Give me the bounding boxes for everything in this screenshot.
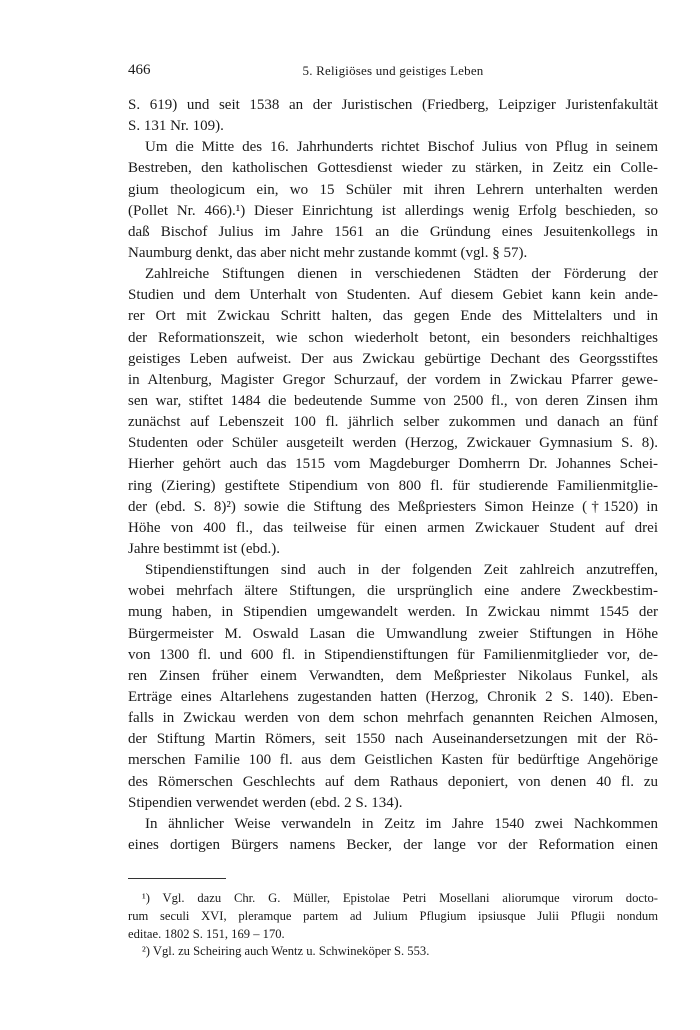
text-line: In ähnlicher Weise verwandeln in Zeitz im Jahre 1540 zwei Nachkommen [145,815,658,832]
text-line: zunächst auf Lebenszeit 100 fl. jährlich selber zukommen und danach an fünf [128,414,658,431]
footnote-line: rum seculi XVI, pleramque partem ad Julium Pflugium ipsiusque Julii Pflugii nondum [128,908,658,923]
footnote-line: editae. 1802 S. 151, 169 – 170. [128,926,285,941]
text-line: wobei mehrfach ältere Stiftungen, die ursprünglich eine andere Zweckbestim- [128,583,658,600]
footnotes [128,890,658,961]
text-line: Zahlreiche Stiftungen dienen in verschiedenen Städten der Förderung der [145,266,658,283]
footnote-line: ²) Vgl. zu Scheiring auch Wentz u. Schwineköper S. 553. [142,944,430,959]
text-line: Studenten oder Schüler ausgeteilt werden (Herzog, Zwickauer Gymnasium S. 8). [128,435,658,452]
text-line: der (ebd. S. 8)²) sowie die Stiftung des Meßpriesters Simon Heinze (†1520) in [128,498,658,515]
text-line: S. 619) und seit 1538 an der Juristischen (Friedberg, Leipziger Juristenfakultät [128,97,658,113]
page-number: 466 [128,62,151,78]
text-line: Bestreben, den katholischen Gottesdienst wieder zu stärken, in Zeitz ein Colle- [128,160,658,177]
page-header [128,62,658,84]
text-line: von 1300 fl. und 600 fl. in Stipendienstiftungen für Familienmitglieder vor, de- [128,646,658,663]
text-line: mung haben, in Stipendien umgewandelt werden. In Zwickau nimmt 1545 der [128,604,658,621]
footnote-line: ¹) Vgl. dazu Chr. G. Müller, Epistolae Petri Mosellani aliorumque virorum docto- [142,891,658,905]
text-line: Erträge eines Altarlehens zugestanden hatten (Herzog, Chronik 2 S. 140). Eben- [128,688,658,705]
text-line: Höhe von 400 fl., das teilweise für einen armen Zwickauer Student auf drei [128,519,658,536]
footnote-separator [128,878,226,879]
text-line: der Reformationszeit, wie schon wiederholt betont, ein besonders reichhaltiges [128,329,658,346]
text-line: Jahre bestimmt ist (ebd.). [128,540,281,557]
text-line: (Pollet Nr. 466).¹) Dieser Einrichtung ist allerdings wenig Erfolg beschieden, so [128,202,658,219]
text-line: Hierher gehört auch das 1515 vom Magdeburger Domherrn Dr. Johannes Schei- [128,456,658,473]
running-title: 5. Religiöses und geistiges Leben [302,63,484,78]
text-line: merschen Familie 100 fl. aus dem Geistlichen Kasten für bedürftige Angehörige [128,752,658,769]
text-line: ring (Ziering) gestiftete Stipendium von 800 fl. für studierende Familienmitglie- [128,477,658,494]
text-line: Stipendien verwendet werden (ebd. 2 S. 134). [128,794,403,811]
text-line: Studien und dem Unterhalt von Studenten. Auf diesem Gebiet kann kein ande- [128,287,658,304]
text-line: sen war, stiftet 1484 die bedeutende Summe von 2500 fl., von deren Zinsen ihm [128,392,658,409]
text-line: Stipendienstiftungen sind auch in der folgenden Zeit zahlreich anzutreffen, [145,562,658,579]
text-line: des Römerschen Geschlechts auf dem Rathaus deponiert, von denen 40 fl. zu [128,773,658,790]
text-line: ren Zinsen früher einem Verwandten, dem Meßpriester Nikolaus Funkel, als [128,667,658,684]
text-line: in Altenburg, Magister Gregor Schurzauf, der vordem in Zwickau Pfarrer gewe- [128,371,658,388]
text-line: der Stiftung Martin Römers, seit 1550 nach Auseinandersetzungen mit der Rö- [128,731,658,748]
text-line: Um die Mitte des 16. Jahrhunderts richtet Bischof Julius von Pflug in seinem [145,139,658,156]
text-line: eines dortigen Bürgers namens Becker, der lange vor der Reformation einen [128,836,658,853]
text-line: Bürgermeister M. Oswald Lasan die Umwandlung zweier Stiftungen in Höhe [128,625,658,642]
text-line: gium theologicum ein, wo 15 Schüler mit ihren Lehrern unterhalten werden [128,181,658,198]
text-line: Naumburg denkt, das aber nicht mehr zustande kommt (vgl. § 57). [128,244,528,261]
text-line: geistiges Leben aufweist. Der aus Zwickau gebürtige Dechant des Georgsstiftes [128,350,658,367]
text-line: daß Bischof Julius im Jahre 1561 an die Gründung eines Jesuitenkollegs in [128,223,658,240]
text-line: S. 131 Nr. 109). [128,118,224,135]
text-line: falls in Zwickau werden von dem schon mehrfach genannten Reichen Almosen, [128,710,658,727]
body-text [128,95,658,856]
text-line: rer Ort mit Zwickau Schritt halten, das gegen Ende des Mittelalters und in [128,308,658,325]
